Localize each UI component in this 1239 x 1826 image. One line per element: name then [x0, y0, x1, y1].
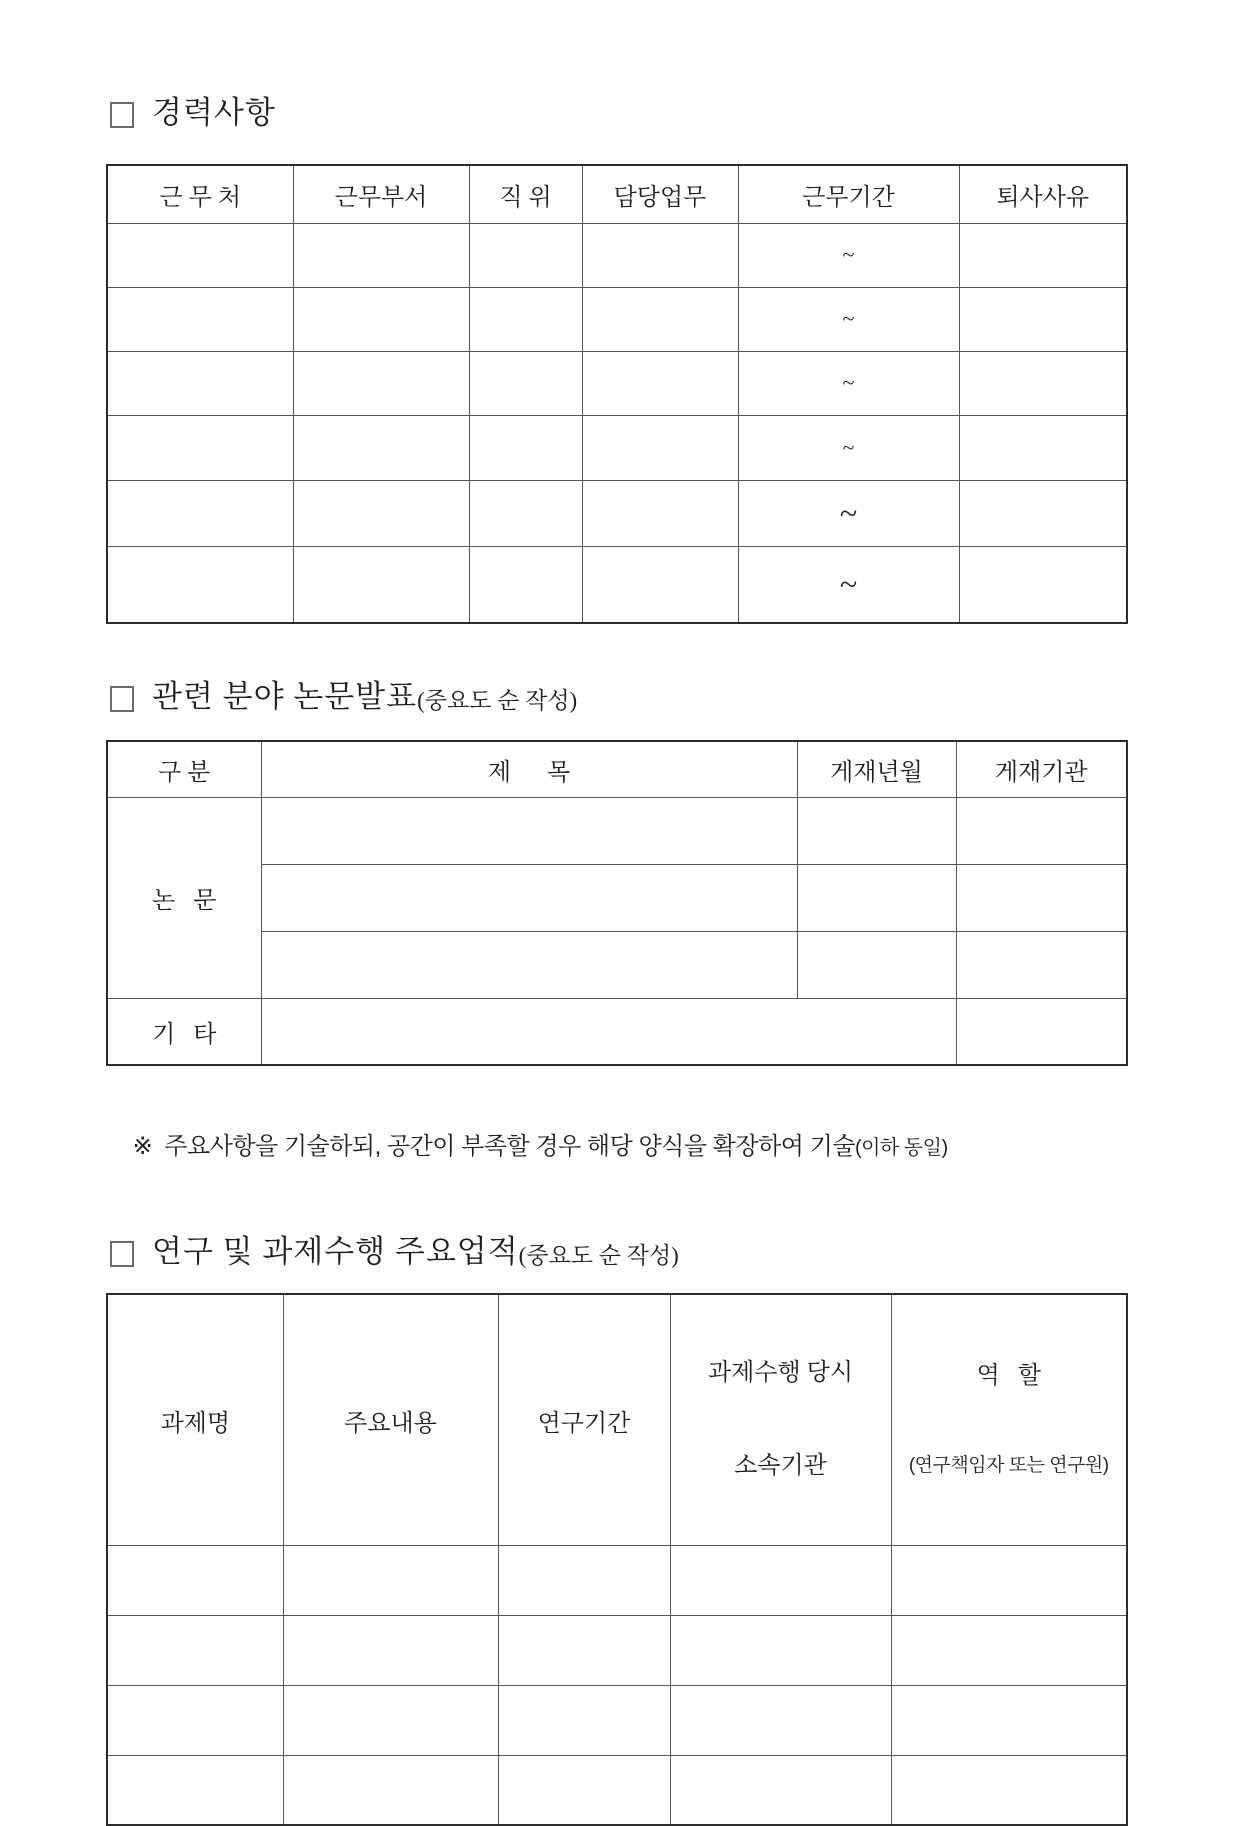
empty-cell	[959, 546, 1127, 623]
career-row	[107, 415, 1127, 480]
empty-cell	[283, 1685, 498, 1755]
career-table	[106, 164, 1128, 624]
empty-cell	[293, 415, 469, 480]
career-row	[107, 480, 1127, 546]
column-header-main-content: 주요내용	[283, 1294, 498, 1545]
empty-cell	[283, 1615, 498, 1685]
empty-cell	[498, 1685, 670, 1755]
checkbox-icon	[110, 1241, 134, 1267]
papers-table	[106, 740, 1128, 1066]
career-row	[107, 351, 1127, 415]
empty-cell	[293, 480, 469, 546]
section-title-research-label: 연구 및 과제수행 주요업적	[152, 1234, 519, 1270]
empty-cell	[469, 415, 582, 480]
empty-cell	[107, 223, 293, 287]
career-row	[107, 287, 1127, 351]
empty-cell	[891, 1685, 1127, 1755]
period-tilde-cell: ~	[738, 415, 959, 480]
empty-cell	[107, 480, 293, 546]
period-tilde-cell: ~	[738, 480, 959, 546]
period-tilde-cell: ~	[738, 223, 959, 287]
checkbox-icon	[110, 102, 134, 128]
papers-row	[107, 797, 1127, 864]
empty-cell	[582, 546, 738, 623]
empty-cell	[107, 287, 293, 351]
empty-cell	[956, 931, 1127, 998]
empty-cell	[959, 287, 1127, 351]
empty-cell	[293, 546, 469, 623]
empty-cell	[469, 287, 582, 351]
section-title-career-label: 경력사항	[152, 95, 276, 130]
career-table-header-row	[107, 165, 1127, 223]
papers-table-header-row	[107, 741, 1127, 797]
empty-cell	[797, 797, 956, 864]
empty-cell	[670, 1755, 891, 1825]
section-title-papers	[106, 680, 1239, 714]
empty-cell	[797, 864, 956, 931]
empty-cell	[670, 1685, 891, 1755]
empty-cell	[670, 1545, 891, 1615]
empty-cell	[498, 1615, 670, 1685]
empty-cell	[261, 864, 797, 931]
empty-cell	[469, 351, 582, 415]
empty-cell	[959, 415, 1127, 480]
empty-cell	[261, 998, 956, 1065]
empty-cell	[107, 1685, 283, 1755]
research-row	[107, 1545, 1127, 1615]
role-line1: 역 할	[976, 1362, 1041, 1389]
empty-cell	[469, 223, 582, 287]
papers-row-etc	[107, 998, 1127, 1065]
column-header-position: 직 위	[469, 165, 582, 223]
empty-cell	[891, 1755, 1127, 1825]
research-table-header-row	[107, 1294, 1127, 1545]
section-title-papers-note: (중요도 순 작성)	[417, 687, 578, 713]
empty-cell	[956, 864, 1127, 931]
empty-cell	[582, 223, 738, 287]
empty-cell	[107, 1755, 283, 1825]
empty-cell	[498, 1755, 670, 1825]
column-header-pub-date: 게재년월	[797, 741, 956, 797]
empty-cell	[469, 480, 582, 546]
empty-cell	[107, 1545, 283, 1615]
row-label-etc: 기 타	[107, 998, 261, 1065]
period-tilde-cell: ~	[738, 287, 959, 351]
empty-cell	[107, 351, 293, 415]
role-line2: (연구책임자 또는 연구원)	[908, 1455, 1109, 1477]
empty-cell	[107, 546, 293, 623]
research-row	[107, 1755, 1127, 1825]
empty-cell	[107, 1615, 283, 1685]
reference-mark-icon: ※	[132, 1133, 153, 1161]
column-header-reason: 퇴사사유	[959, 165, 1127, 223]
empty-cell	[293, 223, 469, 287]
empty-cell	[670, 1615, 891, 1685]
column-header-project-name: 과제명	[107, 1294, 283, 1545]
column-header-department: 근무부서	[293, 165, 469, 223]
empty-cell	[891, 1545, 1127, 1615]
career-row	[107, 546, 1127, 623]
column-header-duty: 담당업무	[582, 165, 738, 223]
empty-cell	[959, 480, 1127, 546]
empty-cell	[959, 351, 1127, 415]
footnote-suffix: (이하 동일)	[854, 1137, 948, 1160]
row-label-thesis: 논 문	[107, 797, 261, 998]
column-header-period: 근무기간	[738, 165, 959, 223]
research-table	[106, 1293, 1128, 1826]
section-title-career	[106, 96, 1239, 130]
footnote-text: 주요사항을 기술하되, 공간이 부족할 경우 해당 양식을 확장하여 기술	[164, 1133, 855, 1161]
affiliation-line1: 과제수행 당시	[707, 1359, 854, 1386]
empty-cell	[959, 223, 1127, 287]
column-header-title: 제 목	[261, 741, 797, 797]
column-header-workplace: 근 무 처	[107, 165, 293, 223]
career-row	[107, 223, 1127, 287]
empty-cell	[582, 415, 738, 480]
column-header-category: 구 분	[107, 741, 261, 797]
empty-cell	[261, 797, 797, 864]
empty-cell	[293, 287, 469, 351]
empty-cell	[956, 998, 1127, 1065]
empty-cell	[797, 931, 956, 998]
period-tilde-cell: ~	[738, 351, 959, 415]
empty-cell	[261, 931, 797, 998]
empty-cell	[582, 351, 738, 415]
research-row	[107, 1685, 1127, 1755]
column-header-pub-journal: 게재기관	[956, 741, 1127, 797]
section-title-papers-label: 관련 분야 논문발표	[152, 679, 418, 715]
column-header-role	[891, 1294, 1127, 1545]
empty-cell	[469, 546, 582, 623]
empty-cell	[582, 287, 738, 351]
empty-cell	[891, 1615, 1127, 1685]
column-header-affiliation	[670, 1294, 891, 1545]
empty-cell	[283, 1545, 498, 1615]
empty-cell	[107, 415, 293, 480]
empty-cell	[283, 1755, 498, 1825]
section-title-research-note: (중요도 순 작성)	[518, 1242, 679, 1268]
empty-cell	[582, 480, 738, 546]
footnote	[108, 1098, 1239, 1189]
section-title-research	[106, 1235, 1239, 1269]
period-tilde-cell: ~	[738, 546, 959, 623]
empty-cell	[293, 351, 469, 415]
checkbox-icon	[110, 686, 134, 712]
empty-cell	[956, 797, 1127, 864]
research-row	[107, 1615, 1127, 1685]
column-header-research-period: 연구기간	[498, 1294, 670, 1545]
affiliation-line2: 소속기관	[734, 1453, 827, 1480]
empty-cell	[498, 1545, 670, 1615]
